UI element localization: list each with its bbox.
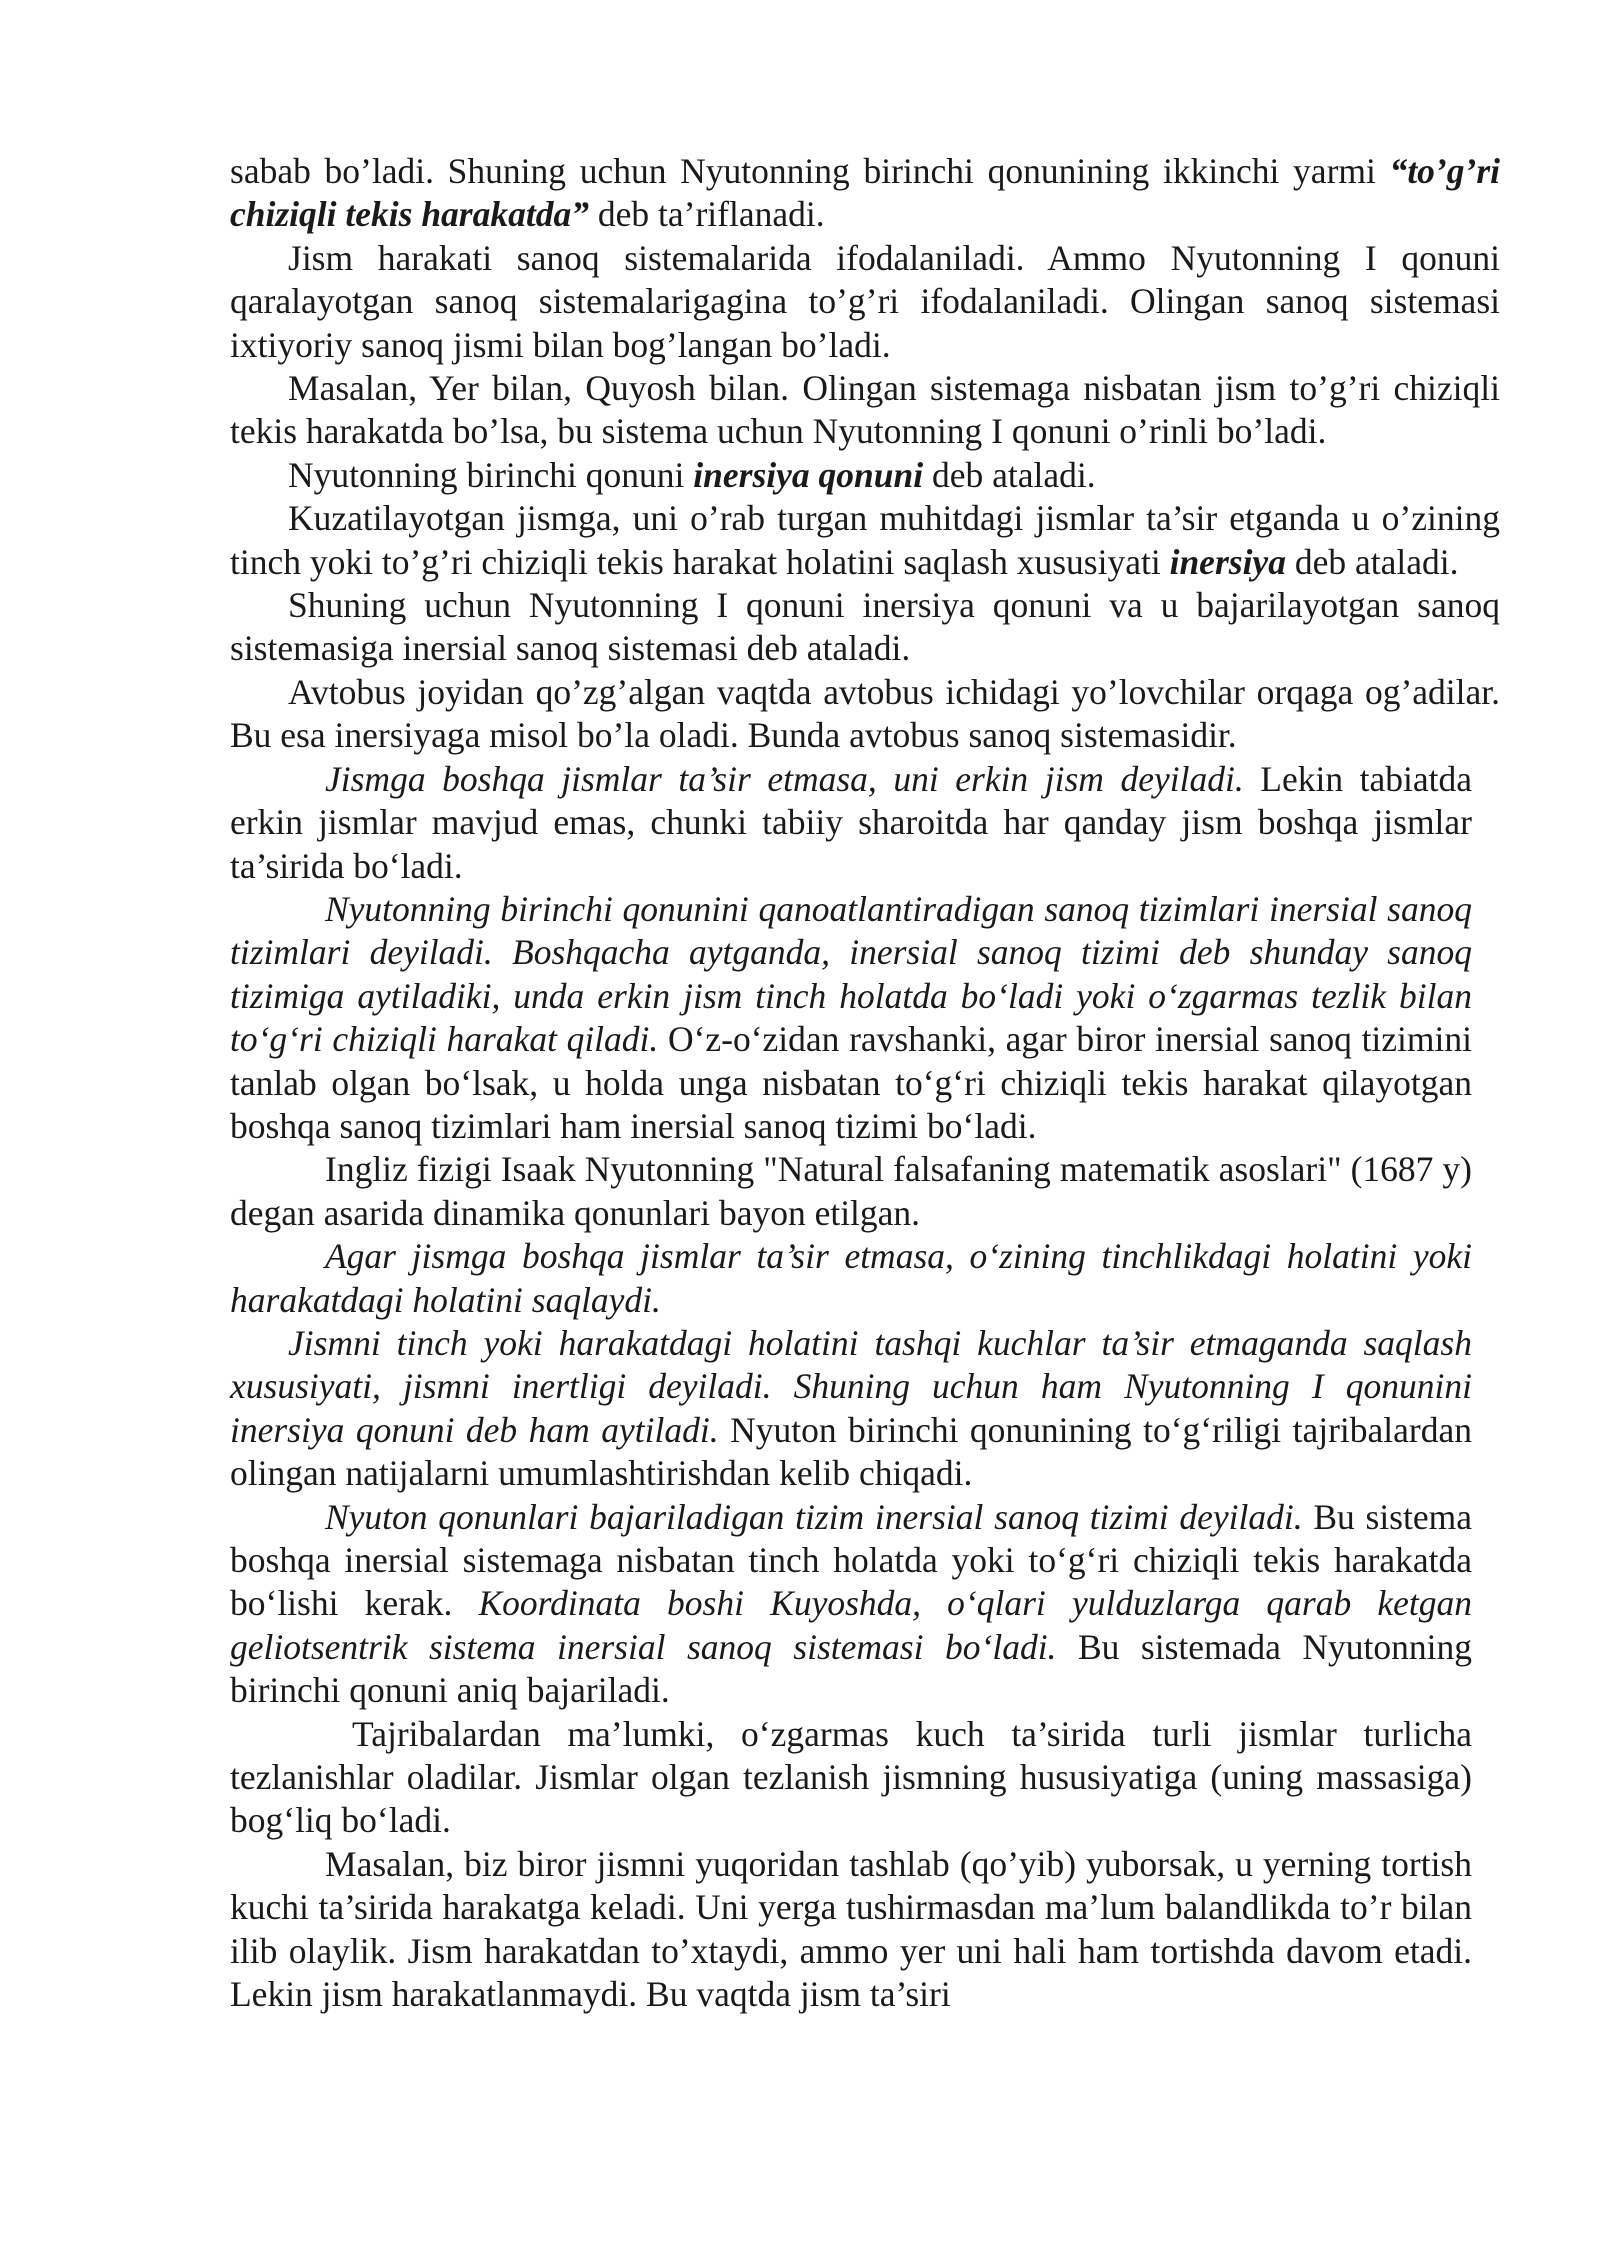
text-run: deb ta’riflanadi. <box>589 194 825 235</box>
paragraph <box>230 497 1500 584</box>
text-run: Bu sistema boshqa inersial sistemaga nisbatan tinch holatda yoki to‘g‘ri chiziqli tekis harakatda bo‘lishi kerak. <box>230 1496 1472 1624</box>
paragraph <box>230 367 1500 454</box>
paragraph <box>230 237 1500 367</box>
body-text <box>230 150 1500 2016</box>
paragraph <box>230 1713 1472 1843</box>
paragraph <box>230 758 1472 888</box>
paragraph <box>230 150 1500 237</box>
paragraph <box>230 1496 1472 1713</box>
text-run: Masalan, Yer bilan, Quyosh bilan. Olingan sistemaga nisbatan jism to’g’ri chiziqli tekis harakatda bo’lsa, bu sistema uchun Nyutonning I qonuni o’rinli bo’ladi. <box>230 368 1500 452</box>
text-run: Lekin tabiatda erkin jismlar mavjud emas, chunki tabiiy sharoitda har qanday jism boshqa jismlar ta’sirida bo‘ladi. <box>230 758 1472 886</box>
paragraph <box>230 1843 1472 2017</box>
text-run: Jism harakati sanoq sistemalarida ifodalaniladi. Ammo Nyutonning I qonuni qaralayotgan sanoq sistemalarigagina to’g’ri ifodalaniladi. Olingan sanoq sistemasi ixtiyoriy sanoq jismi bilan bog’langan bo’ladi. <box>230 237 1500 365</box>
text-run: Kuzatilayotgan jismga, uni o’rab turgan muhitdagi jismlar ta’sir etganda u o’zining tinch yoki to’g’ri chiziqli tekis harakat holatini saqlash xususiyati <box>230 498 1500 582</box>
text-run: Bu sistemada Nyutonning birinchi qonuni aniq bajariladi. <box>230 1626 1473 1711</box>
text-run: Tajribalardan ma’lumki, o‘zgarmas kuch ta’sirida turli jismlar turlicha tezlanishlar oladilar. Jismlar olgan tezlanish jismning hususiyatiga (uning massasiga) bog‘liq bo‘ladi. <box>230 1713 1472 1841</box>
paragraph <box>230 1322 1472 1496</box>
paragraph <box>230 888 1472 1148</box>
bold-italic-term: “to’g’ri chiziqli tekis harakatda” <box>230 151 1500 235</box>
text-run: Nyuton birinchi qonunining to‘g‘riligi tajribalardan olingan natijalarni umumlashtirishdan kelib chiqadi. <box>230 1409 1472 1494</box>
text-run: Nyutonning birinchi qonuni <box>288 454 694 495</box>
text-run: Masalan, biz biror jismni yuqoridan tashlab (qo’yib) yuborsak, u yerning tortish kuchi ta’sirida harakatga keladi. Uni yerga tushirmasdan ma’lum balandlikda to’r bilan ilib olaylik. Jism harakatdan to’xtaydi, ammo yer uni hali ham tortishda davom etadi. Lekin jism harakatlanmaydi. Bu vaqtda jism ta’siri <box>230 1843 1472 2015</box>
italic-definition: Jismga boshqa jismlar ta’sir etmasa, uni erkin jism deyiladi. <box>325 758 1244 799</box>
bold-italic-term: inersiya qonuni <box>693 454 924 495</box>
paragraph <box>230 584 1500 671</box>
text-run: sabab bo’ladi. Shuning uchun Nyutonning birinchi qonunining ikkinchi yarmi <box>230 151 1390 191</box>
text-run: Avtobus joyidan qo’zg’algan vaqtda avtobus ichidagi yo’lovchilar orqaga og’adilar. Bu esa inersiyaga misol bo’la oladi. Bunda avtobus sanoq sistemasidir. <box>230 671 1500 756</box>
italic-definition: Koordinata boshi Kuyoshda, o‘qlari yulduzlarga qarab ketgan geliotsentrik sistema inersial sanoq sistemasi bo‘ladi. <box>230 1583 1472 1667</box>
paragraph <box>230 454 1500 497</box>
paragraph <box>230 1235 1472 1322</box>
italic-definition: Agar jismga boshqa jismlar ta’sir etmasa, o‘zining tinchlikdagi holatini yoki harakatdagi holatini saqlaydi. <box>230 1236 1472 1320</box>
italic-definition: Nyuton qonunlari bajariladigan tizim inersial sanoq tizimi deyiladi. <box>325 1496 1303 1537</box>
paragraph <box>230 1148 1472 1235</box>
text-run: Ingliz fizigi Isaak Nyutonning "Natural falsafaning matematik asoslari" (1687 y) degan asarida dinamika qonunlari bayon etilgan. <box>230 1149 1472 1233</box>
italic-definition: Nyutonning birinchi qonunini qanoatlantiradigan sanoq tizimlari inersial sanoq tizimlari deyiladi. Boshqacha aytganda, inersial sanoq tizimi deb shunday sanoq tizimiga aytiladiki, unda erkin jism tinch holatda bo‘ladi yoki o‘zgarmas tezlik bilan to‘g‘ri chiziqli harakat qiladi. <box>230 888 1472 1060</box>
italic-definition: Jismni tinch yoki harakatdagi holatini tashqi kuchlar ta’sir etmaganda saqlash xususiyati, jismni inertligi deyiladi. Shuning uchun ham Nyutonning I qonunini inersiya qonuni deb ham aytiladi. <box>230 1322 1472 1450</box>
text-run: deb ataladi. <box>923 454 1096 495</box>
bold-italic-term: inersiya <box>1169 541 1286 582</box>
text-run: Shuning uchun Nyutonning I qonuni inersiya qonuni va u bajarilayotgan sanoq sistemasiga inersial sanoq sistemasi deb ataladi. <box>230 585 1500 669</box>
text-run: deb ataladi. <box>1285 541 1459 582</box>
text-run: O‘z-o‘zidan ravshanki, agar biror inersial sanoq tizimini tanlab olgan bo‘lsak, u holda unga nisbatan to‘g‘ri chiziqli tekis harakat qilayotgan boshqa sanoq tizimlari ham inersial sanoq tizimi bo‘ladi. <box>230 1019 1473 1146</box>
paragraph <box>230 671 1500 758</box>
